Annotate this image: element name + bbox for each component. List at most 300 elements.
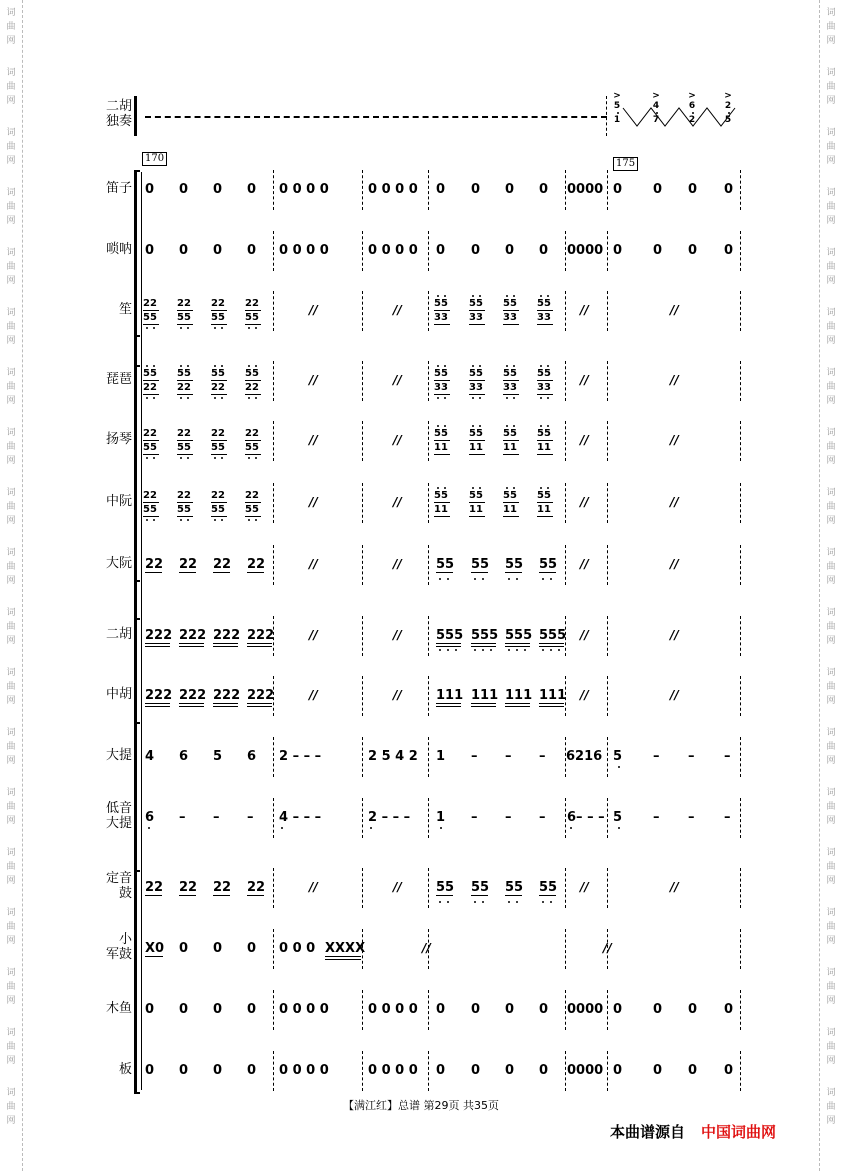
watermark-char: 网: [6, 456, 16, 466]
barline: [428, 361, 429, 401]
bracket-hook: [134, 618, 140, 620]
underline: [434, 516, 450, 517]
note-dot: [180, 519, 182, 521]
note-dot: [146, 365, 148, 367]
rest-group: 0 0 0 0: [368, 182, 418, 197]
barline: [273, 990, 274, 1030]
chord-note: 5: [724, 115, 732, 125]
note: –: [724, 749, 731, 764]
chord-bottom: 11: [434, 442, 448, 453]
note-dot: [506, 295, 508, 297]
note-dot: [516, 901, 518, 903]
watermark-char: 曲: [826, 502, 836, 512]
note-dot: [221, 397, 223, 399]
underline: [245, 380, 261, 381]
chord-bottom: 11: [503, 442, 517, 453]
note-dot: [439, 649, 441, 651]
watermark-char: 曲: [6, 562, 16, 572]
note-dot: [146, 397, 148, 399]
barline: [565, 929, 566, 969]
watermark-char: 网: [826, 516, 836, 526]
note-group: 555: [505, 628, 533, 643]
watermark-char: 网: [6, 1116, 16, 1126]
chord-bottom: 11: [503, 504, 517, 515]
measure-repeat-sign: //: [670, 557, 679, 571]
underline: [143, 324, 159, 325]
chord-top: 22: [245, 428, 259, 439]
chord-top: 55: [143, 368, 157, 379]
rest: 0: [505, 243, 515, 258]
glissando-zigzag: [623, 108, 735, 126]
note-dot: [472, 295, 474, 297]
underline: [505, 572, 522, 573]
note-dot: [513, 365, 515, 367]
underline: [245, 440, 261, 441]
measure-repeat-sign: //: [670, 688, 679, 702]
rest: 0: [613, 1063, 623, 1078]
credit-prefix: 本曲谱源自: [610, 1123, 686, 1141]
rest-group: 0 0 0 0: [279, 182, 329, 197]
watermark-char: 曲: [826, 742, 836, 752]
underline: [503, 516, 519, 517]
rest: 0: [145, 243, 155, 258]
watermark-char: 词: [826, 548, 836, 558]
note-group: 111: [505, 688, 533, 703]
measure-repeat-sign: //: [670, 495, 679, 509]
rest: 0: [724, 182, 734, 197]
barline: [428, 868, 429, 908]
note: –: [213, 810, 220, 825]
note: –: [471, 749, 478, 764]
note-dot: [547, 487, 549, 489]
barline: [428, 1051, 429, 1091]
note-dot: [508, 649, 510, 651]
watermark-char: 网: [826, 276, 836, 286]
watermark-char: 曲: [826, 922, 836, 932]
note-dot: [153, 397, 155, 399]
bracket-hook: [134, 365, 140, 367]
rest: 0: [213, 1002, 223, 1017]
underline: [177, 516, 193, 517]
underline: [471, 703, 496, 704]
rest: 0: [505, 1063, 515, 1078]
chord-bottom: 55: [211, 312, 225, 323]
chord-note: 5: [613, 101, 621, 111]
note-group: 55: [436, 557, 455, 572]
watermark-char: 曲: [6, 802, 16, 812]
note-group: 55: [505, 880, 524, 895]
chord-bottom: 55: [245, 312, 259, 323]
underline: [539, 706, 564, 707]
note-dot: [146, 519, 148, 521]
barline: [428, 798, 429, 838]
note-dot: [474, 649, 476, 651]
note-dot: [437, 425, 439, 427]
note: 6: [145, 810, 155, 825]
watermark-char: 网: [826, 756, 836, 766]
measure-repeat-sign: //: [603, 941, 612, 955]
watermark-char: 曲: [826, 982, 836, 992]
note-dot: [547, 365, 549, 367]
rest: 0: [247, 941, 257, 956]
measure-repeat-sign: //: [580, 373, 589, 387]
measure-repeat-sign: //: [393, 303, 402, 317]
measure-repeat-sign: //: [580, 628, 589, 642]
note: 1: [436, 810, 446, 825]
watermark-char: 词: [826, 8, 836, 18]
underline: [179, 646, 204, 647]
chord-top: 55: [434, 490, 448, 501]
rest: 0: [653, 182, 663, 197]
watermark-char: 曲: [6, 382, 16, 392]
note: –: [653, 749, 660, 764]
watermark-char: 网: [6, 756, 16, 766]
underline: [247, 643, 272, 644]
note: –: [653, 810, 660, 825]
underline: [245, 324, 261, 325]
watermark-char: 网: [6, 516, 16, 526]
watermark-char: 词: [6, 488, 16, 498]
note-group: 22: [145, 880, 164, 895]
measure-repeat-sign: //: [670, 373, 679, 387]
note: –: [539, 749, 546, 764]
rest: 0: [539, 243, 549, 258]
watermark-char: 词: [826, 488, 836, 498]
rest: 0: [471, 1002, 481, 1017]
rest: 0: [505, 1002, 515, 1017]
underline: [179, 643, 204, 644]
barline: [565, 1051, 566, 1091]
note-group: 2 – – –: [279, 749, 322, 764]
barline: [607, 170, 608, 210]
watermark-char: 曲: [6, 1102, 16, 1112]
underline: [247, 706, 272, 707]
rest: 0: [436, 243, 446, 258]
barline: [740, 421, 741, 461]
rest: 0: [436, 1063, 446, 1078]
note-dot: [540, 365, 542, 367]
note-dot: [542, 901, 544, 903]
underline: [505, 643, 530, 644]
watermark-char: 网: [6, 996, 16, 1006]
watermark-char: 曲: [6, 262, 16, 272]
note-dot: [479, 295, 481, 297]
note-group: 2 – – –: [368, 810, 411, 825]
note-group: 22: [213, 557, 232, 572]
measure-repeat-sign: //: [393, 495, 402, 509]
system-barline-start: [141, 172, 142, 1090]
measure-repeat-sign: //: [580, 880, 589, 894]
underline: [469, 454, 485, 455]
watermark-char: 曲: [6, 622, 16, 632]
measure-repeat-sign: //: [309, 373, 318, 387]
watermark-char: 词: [826, 248, 836, 258]
watermark-char: 词: [6, 128, 16, 138]
underline: [537, 324, 553, 325]
barline: [740, 170, 741, 210]
instrument-label-yangqin: 扬琴: [105, 431, 132, 447]
underline: [537, 380, 553, 381]
note-dot: [506, 397, 508, 399]
chord-bottom: 22: [245, 382, 259, 393]
watermark-char: 曲: [826, 142, 836, 152]
underline: [177, 380, 193, 381]
watermark-char: 词: [826, 128, 836, 138]
chord-top: 22: [177, 490, 191, 501]
barline: [428, 291, 429, 331]
note-dot: [444, 487, 446, 489]
barline: [273, 798, 274, 838]
note: –: [505, 749, 512, 764]
rest-group: 0 0 0 0: [368, 243, 418, 258]
barline: [428, 737, 429, 777]
rest: 0: [247, 1002, 257, 1017]
note-dot: [153, 519, 155, 521]
underline: [177, 440, 193, 441]
note-dot: [187, 365, 189, 367]
note-group: 4 – – –: [279, 810, 322, 825]
rest-group: 0000: [567, 243, 604, 258]
watermark-char: 词: [826, 908, 836, 918]
watermark-char: 词: [826, 428, 836, 438]
bracket-hook: [134, 1092, 140, 1094]
barline: [607, 616, 608, 656]
measure-repeat-sign: //: [393, 373, 402, 387]
measure-repeat-sign: //: [670, 880, 679, 894]
note-dot: [618, 766, 620, 768]
note-group: 555: [436, 628, 464, 643]
underline: [503, 324, 519, 325]
underline: [469, 502, 485, 503]
watermark-char: 词: [826, 848, 836, 858]
rest: 0: [179, 941, 189, 956]
underline: [179, 895, 196, 896]
underline: [539, 643, 564, 644]
rest: 0: [179, 1002, 189, 1017]
barline: [273, 1051, 274, 1091]
watermark-char: 词: [6, 968, 16, 978]
note-dot: [482, 578, 484, 580]
chord-top: 22: [143, 298, 157, 309]
watermark-char: 曲: [6, 82, 16, 92]
barline: [273, 421, 274, 461]
note-group: 22: [179, 880, 198, 895]
chord-bottom: 55: [211, 442, 225, 453]
note-group: 222: [247, 688, 275, 703]
barline: [428, 545, 429, 585]
note-dot: [479, 425, 481, 427]
underline: [539, 703, 564, 704]
chord-bottom: 22: [177, 382, 191, 393]
note-dot: [508, 578, 510, 580]
note-dot: [153, 457, 155, 459]
note-group: 222: [179, 628, 207, 643]
watermark-char: 曲: [826, 262, 836, 272]
chord-top: 55: [503, 490, 517, 501]
watermark-char: 网: [6, 696, 16, 706]
note-dot: [447, 649, 449, 651]
barline: [362, 990, 363, 1030]
watermark-char: 网: [826, 636, 836, 646]
source-credit[interactable]: [610, 1121, 776, 1142]
note-dot: [482, 901, 484, 903]
underline: [247, 895, 264, 896]
note-dot: [370, 827, 372, 829]
watermark-char: 词: [6, 908, 16, 918]
chord-bottom: 55: [143, 504, 157, 515]
barline: [565, 170, 566, 210]
barline: [428, 170, 429, 210]
accent-mark: >: [613, 91, 621, 101]
watermark-char: 网: [826, 696, 836, 706]
underline: [211, 440, 227, 441]
note-dot: [187, 519, 189, 521]
measure-repeat-sign: //: [580, 495, 589, 509]
watermark-char: 曲: [6, 442, 16, 452]
underline: [211, 380, 227, 381]
underline: [537, 310, 553, 311]
underline: [245, 502, 261, 503]
underline: [325, 959, 361, 960]
watermark-char: 曲: [826, 442, 836, 452]
underline: [469, 394, 485, 395]
underline: [213, 895, 230, 896]
watermark-char: 词: [826, 1088, 836, 1098]
note: –: [688, 810, 695, 825]
rest: 0: [213, 182, 223, 197]
underline: [503, 502, 519, 503]
watermark-char: 词: [826, 1028, 836, 1038]
chord-bottom: 22: [211, 382, 225, 393]
underline: [179, 706, 204, 707]
instrument-label-cello: 大提: [105, 747, 132, 763]
watermark-char: 词: [6, 368, 16, 378]
barline: [362, 483, 363, 523]
glissando-lines: [615, 100, 745, 140]
note-dot: [439, 901, 441, 903]
barline: [607, 231, 608, 271]
note-dot: [472, 397, 474, 399]
underline: [179, 703, 204, 704]
underline: [434, 502, 450, 503]
note-dot: [248, 457, 250, 459]
note-dot: [472, 425, 474, 427]
underline: [436, 646, 461, 647]
underline: [537, 502, 553, 503]
barline: [740, 361, 741, 401]
note: 6: [179, 749, 189, 764]
note-dot: [255, 519, 257, 521]
measure-repeat-sign: //: [309, 557, 318, 571]
chord-top: 22: [211, 298, 225, 309]
rest: 0: [724, 1063, 734, 1078]
underline: [143, 516, 159, 517]
watermark-char: 网: [826, 1056, 836, 1066]
barline: [606, 96, 607, 136]
measure-repeat-sign: //: [580, 303, 589, 317]
watermark-char: 词: [826, 788, 836, 798]
watermark-char: 网: [6, 1056, 16, 1066]
underline: [247, 703, 272, 704]
underline: [213, 643, 238, 644]
chord-bottom: 11: [469, 442, 483, 453]
measure-repeat-sign: //: [422, 941, 431, 955]
system-bracket: [134, 170, 141, 1092]
note-dot: [479, 365, 481, 367]
measure-repeat-sign: //: [670, 303, 679, 317]
rest: 0: [688, 182, 698, 197]
instrument-label-ban: 板: [118, 1061, 132, 1077]
note-dot: [440, 827, 442, 829]
instrument-label-erhu-solo: 独奏: [105, 114, 132, 129]
underline: [145, 643, 170, 644]
measure-number-170: 170: [142, 152, 167, 166]
watermark-char: 曲: [6, 1042, 16, 1052]
chord-bottom: 55: [177, 312, 191, 323]
note: –: [539, 810, 546, 825]
watermark-char: 网: [6, 216, 16, 226]
chord-top: 55: [469, 368, 483, 379]
note-dot: [187, 397, 189, 399]
rest: 0: [539, 1002, 549, 1017]
barline: [607, 868, 608, 908]
barline: [607, 361, 608, 401]
underline: [143, 310, 159, 311]
chord-bottom: 55: [143, 442, 157, 453]
accent-mark: >: [724, 91, 732, 101]
credit-site-link[interactable]: 中国词曲网: [701, 1123, 777, 1141]
instrument-label-woodblock: 木鱼: [105, 1000, 132, 1016]
watermark-char: 网: [826, 156, 836, 166]
note-dot: [437, 487, 439, 489]
watermark-char: 曲: [6, 202, 16, 212]
watermark-char: 网: [826, 216, 836, 226]
note-dot: [472, 487, 474, 489]
barline: [565, 990, 566, 1030]
instrument-label-erhu-solo: 二胡: [105, 99, 132, 114]
note-dot: [248, 397, 250, 399]
rest: 0: [213, 941, 223, 956]
underline: [537, 454, 553, 455]
underline: [469, 380, 485, 381]
barline: [362, 1051, 363, 1091]
solo-rest-line: [145, 116, 607, 118]
watermark-char: 网: [826, 936, 836, 946]
rest: 0: [179, 243, 189, 258]
barline: [607, 737, 608, 777]
underline: [436, 572, 453, 573]
underline: [434, 394, 450, 395]
note-dot: [479, 397, 481, 399]
underline: [505, 895, 522, 896]
watermark-char: 词: [826, 188, 836, 198]
barline: [362, 616, 363, 656]
rest: 0: [653, 243, 663, 258]
watermark-char: 词: [6, 1028, 16, 1038]
note-dot: [547, 425, 549, 427]
chord-bottom: 55: [143, 312, 157, 323]
rest: 0: [247, 182, 257, 197]
underline: [471, 706, 496, 707]
note: –: [179, 810, 186, 825]
underline: [179, 572, 196, 573]
chord-bottom: 22: [143, 382, 157, 393]
rest: 0: [179, 182, 189, 197]
underline: [434, 310, 450, 311]
barline: [607, 676, 608, 716]
underline: [245, 454, 261, 455]
underline: [505, 646, 530, 647]
